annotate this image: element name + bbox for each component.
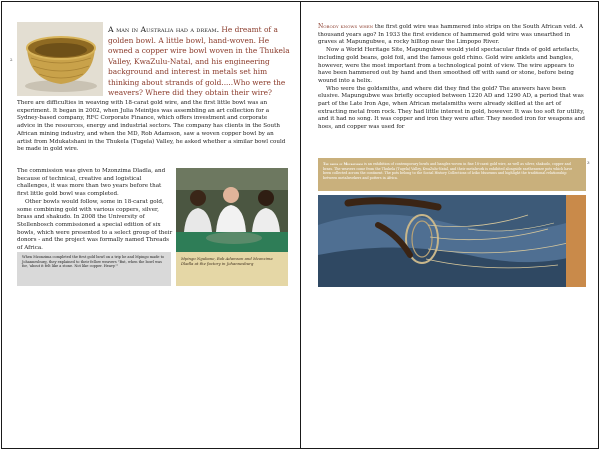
right-body-paragraph-3: Who were the goldsmiths, and where did they find the gold? The answers have been elusive. Mapungubwe was briefly occupied between 1220 AD and 1290 AD, a period that was part of the Late Iron Age, when African metalsmiths were already skilled at the art of extracting metal from rock. They had little interest in gold, however. It was too soft for utility, and it had no song. It was copper and iron they were after. They needed iron for weapons and hoes, and copper was used for — [318, 85, 585, 131]
left-body-paragraph-1: There are difficulties in weaving with 18-carat gold wire, and the first little bowl was an experiment. It began in 2002, when Julia Meintjes was assembling an art collection for a Sydney-based company, RFC Corporate Finance, which offers investment and corporate advice in the resources, energy and industrial sectors. The company has clients in the South African mining industry, and when the MD, Rob Adamson, saw a woven copper bowl by an artist from Mdukatshani in the Thukela (Tugela) Valley, he asked whether a similar bowl could be made in gold wire. — [17, 100, 286, 153]
intro-paragraph — [108, 25, 291, 99]
intro-lead: A man in Australia had a dream. — [108, 25, 220, 34]
right-body-column — [318, 23, 586, 132]
gold-bowl-photo — [17, 22, 103, 96]
page-gutter — [300, 2, 301, 448]
weaving-hands-photo — [318, 195, 586, 287]
team-photo-caption: Mpingo Ngubane, Rob Adamson and Mzonzima Dladla at the factory in Johannesburg — [176, 252, 288, 286]
right-body-lead: Nobody knows when — [318, 23, 374, 30]
info-text: is an exhibition of contemporary bowls and bangles woven in fine 18-carat gold wire, as well as silver, shakudo, copper and brass. The weavers come from the Thukela (Tugela) Valley, KwaZulu-Natal, and their metalwork is exhibited alongside earthenware pots which have been collected across the continent. The pots belong to the Social History Collections of Iziko Museums and highlight the traditional relationship between metalworkers and potters in Africa. — [323, 162, 573, 180]
intro-text: He dreamt of a golden bowl. A little bowl, hand-woven. He owned a copper wire bowl woven in the Thukela Valley, KwaZulu-Natal, and his engineering background and interest in metals set him thinking about strands of gold.....Who were the weavers? Where did they obtain their wire? — [108, 25, 290, 97]
three-weavers-illustration — [176, 168, 288, 252]
info-lead: The barns of Mdukatshani — [323, 162, 364, 166]
book-spread — [1, 1, 599, 449]
left-body-paragraph-3: Other bowls would follow, some in 18-carat gold, some combining gold with various coppers, silver, brass and shakudo. In 2008 the University of Stellenbosch commissioned a special edition of six bowls, which were presented to a select group of their donors - and the project was formally named Threads of Africa. — [17, 198, 173, 252]
left-body-paragraph-2: The commission was given to Mzonzima Dladla, and because of technical, creative and logistical challenges, it was more than two years before that first little gold bowl was completed. — [17, 168, 166, 198]
team-photo — [176, 168, 288, 252]
quote-box: When Mzonzima completed the first gold bowl on a trip he and Mpingo made to Johannesburg, they explained to their fellow weavers "But, when the bowl was for, 'about it felt like a stone. Not like copper. Heavy.'" — [17, 252, 171, 286]
right-body-paragraph-1: the first gold wire was hammered into strips on the South African veld. A thousand years ago? In 1933 the first evidence of hammered gold wire was unearthed in graves at Mapungubwe, a rocky hilltop near the Limpopo River. — [318, 24, 584, 46]
weaving-hands-illustration — [318, 195, 586, 287]
right-body-paragraph-2: Now a World Heritage Site, Mapungubwe would yield spectacular finds of gold artefacts, including gold beans, gold foil, and the famous gold rhino. Gold wire anklets and bangles, however, were the most important from a technological point of view. The wire appears to have been hammered out by hand and then smoothed off with sand or stone, before being wound into a helix. — [318, 47, 580, 84]
left-page-number: 2 — [10, 57, 13, 62]
right-page-number: 3 — [587, 160, 590, 165]
left-body-column — [17, 168, 173, 253]
exhibition-info-box — [318, 158, 586, 191]
woven-bowl-illustration — [17, 22, 103, 96]
